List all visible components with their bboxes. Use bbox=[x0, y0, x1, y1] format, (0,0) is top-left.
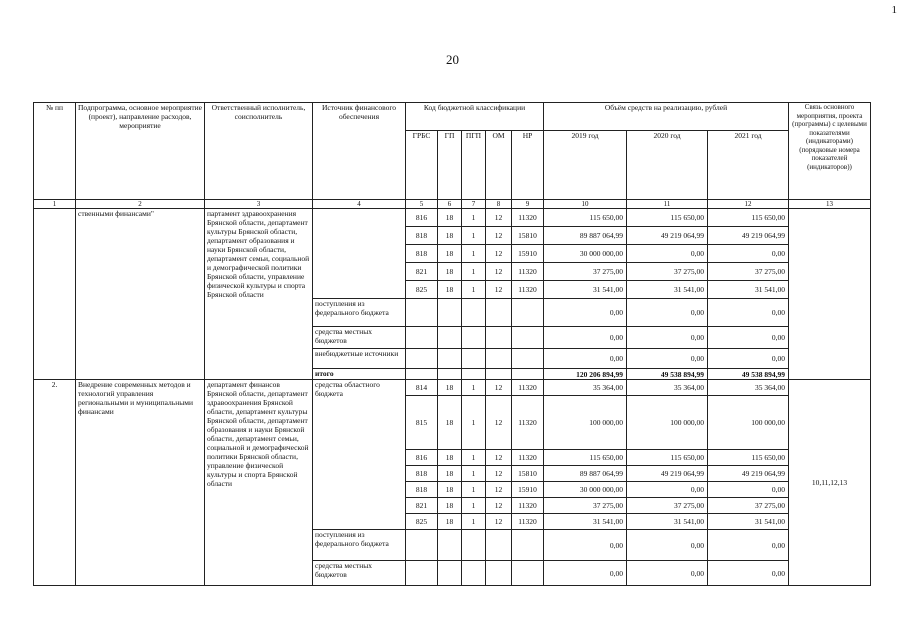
amount-2021: 115 650,00 bbox=[708, 450, 789, 466]
amount-2021: 49 219 064,99 bbox=[708, 227, 789, 245]
source-cell: средства местных бюджетов bbox=[313, 561, 406, 586]
pgp-cell: 1 bbox=[462, 227, 486, 245]
nr-cell: 11320 bbox=[512, 263, 544, 281]
table-row bbox=[34, 380, 871, 396]
col-number: 13 bbox=[789, 200, 871, 209]
header-kbk: Код бюджетной классификации bbox=[406, 103, 544, 131]
total-2019: 120 206 894,99 bbox=[544, 369, 627, 380]
col-number: 9 bbox=[512, 200, 544, 209]
header-2019: 2019 год bbox=[544, 131, 627, 200]
executor-cell: департамент финансов Брянской области, департамент здравоохранения Брянской области, департамент культуры Брянской области, департамент образования и науки Брянской области, департамент семьи, социальной и демографической политики Брянской области, управление физической культуры и спорта Брянской области bbox=[205, 380, 313, 586]
amount-2019: 0,00 bbox=[544, 530, 627, 561]
header-nr: НР bbox=[512, 131, 544, 200]
pgp-cell: 1 bbox=[462, 466, 486, 482]
om-cell: 12 bbox=[486, 245, 512, 263]
header-executor: Ответственный исполнитель, соисполнитель bbox=[205, 103, 313, 200]
amount-2020: 0,00 bbox=[627, 561, 708, 586]
col-number: 8 bbox=[486, 200, 512, 209]
grbs-cell: 818 bbox=[406, 466, 438, 482]
total-2020: 49 538 894,99 bbox=[627, 369, 708, 380]
pgp-cell: 1 bbox=[462, 450, 486, 466]
amount-2019: 0,00 bbox=[544, 349, 627, 369]
om-cell: 12 bbox=[486, 450, 512, 466]
gp-cell: 18 bbox=[438, 209, 462, 227]
nr-cell: 11320 bbox=[512, 380, 544, 396]
amount-2021: 115 650,00 bbox=[708, 209, 789, 227]
amount-2021: 0,00 bbox=[708, 245, 789, 263]
amount-2021: 0,00 bbox=[708, 327, 789, 349]
amount-2019: 115 650,00 bbox=[544, 450, 627, 466]
amount-2020: 49 219 064,99 bbox=[627, 227, 708, 245]
pgp-cell: 1 bbox=[462, 498, 486, 514]
nr-cell: 11320 bbox=[512, 450, 544, 466]
amount-2020: 115 650,00 bbox=[627, 209, 708, 227]
nr-cell: 11320 bbox=[512, 498, 544, 514]
grbs-cell: 821 bbox=[406, 498, 438, 514]
header-link: Связь основного мероприятия, проекта (программы) с целевыми показателями (индикаторами) (порядковые номера показателей (индикаторов)) bbox=[789, 103, 871, 200]
gp-cell: 18 bbox=[438, 227, 462, 245]
nr-cell: 15910 bbox=[512, 482, 544, 498]
nr-cell: 11320 bbox=[512, 396, 544, 450]
gp-cell: 18 bbox=[438, 380, 462, 396]
header-2021: 2021 год bbox=[708, 131, 789, 200]
col-number: 7 bbox=[462, 200, 486, 209]
amount-2021: 0,00 bbox=[708, 482, 789, 498]
source-cell: средства областного бюджета bbox=[313, 380, 406, 530]
amount-2021: 0,00 bbox=[708, 561, 789, 586]
grbs-cell: 818 bbox=[406, 227, 438, 245]
indicator-link: 10,11,12,13 bbox=[789, 380, 871, 586]
source-cell: поступления из федерального бюджета bbox=[313, 530, 406, 561]
source-cell: внебюджетные источники bbox=[313, 349, 406, 369]
col-number: 5 bbox=[406, 200, 438, 209]
amount-2019: 35 364,00 bbox=[544, 380, 627, 396]
om-cell: 12 bbox=[486, 209, 512, 227]
grbs-cell: 816 bbox=[406, 209, 438, 227]
executor-cell: партамент здравоохранения Брянской области, департамент культуры Брянской области, департамент образования и науки Брянской области, департамент семьи, социальной и демографической политики Брянской области, управление физической культуры и спорта Брянской области bbox=[205, 209, 313, 380]
header-2020: 2020 год bbox=[627, 131, 708, 200]
amount-2019: 0,00 bbox=[544, 561, 627, 586]
nr-cell: 15910 bbox=[512, 245, 544, 263]
amount-2021: 100 000,00 bbox=[708, 396, 789, 450]
program-cell: Внедрение современных методов и технологий управления региональными и муниципальными финансами bbox=[76, 380, 205, 586]
nr-cell: 11320 bbox=[512, 281, 544, 299]
amount-2021: 37 275,00 bbox=[708, 263, 789, 281]
om-cell: 12 bbox=[486, 482, 512, 498]
amount-2021: 31 541,00 bbox=[708, 281, 789, 299]
grbs-cell: 825 bbox=[406, 514, 438, 530]
gp-cell: 18 bbox=[438, 450, 462, 466]
row-number: 2. bbox=[34, 380, 76, 586]
amount-2019: 37 275,00 bbox=[544, 498, 627, 514]
grbs-cell: 816 bbox=[406, 450, 438, 466]
header-om: ОМ bbox=[486, 131, 512, 200]
om-cell: 12 bbox=[486, 498, 512, 514]
om-cell: 12 bbox=[486, 227, 512, 245]
header-volume: Объём средств на реализацию, рублей bbox=[544, 103, 789, 131]
grbs-cell: 821 bbox=[406, 263, 438, 281]
grbs-cell: 815 bbox=[406, 396, 438, 450]
amount-2019: 30 000 000,00 bbox=[544, 482, 627, 498]
header-pgp: ПГП bbox=[462, 131, 486, 200]
om-cell: 12 bbox=[486, 380, 512, 396]
page-number: 20 bbox=[446, 52, 459, 67]
amount-2021: 35 364,00 bbox=[708, 380, 789, 396]
pgp-cell: 1 bbox=[462, 245, 486, 263]
program-cell: ственными финансами" bbox=[76, 209, 205, 380]
amount-2021: 0,00 bbox=[708, 299, 789, 327]
pgp-cell: 1 bbox=[462, 263, 486, 281]
om-cell: 12 bbox=[486, 263, 512, 281]
pgp-cell: 1 bbox=[462, 209, 486, 227]
col-number: 3 bbox=[205, 200, 313, 209]
nr-cell: 11320 bbox=[512, 514, 544, 530]
pgp-cell: 1 bbox=[462, 482, 486, 498]
amount-2019: 0,00 bbox=[544, 299, 627, 327]
gp-cell: 18 bbox=[438, 245, 462, 263]
pgp-cell: 1 bbox=[462, 514, 486, 530]
amount-2020: 0,00 bbox=[627, 530, 708, 561]
gp-cell: 18 bbox=[438, 396, 462, 450]
total-2021: 49 538 894,99 bbox=[708, 369, 789, 380]
gp-cell: 18 bbox=[438, 482, 462, 498]
amount-2021: 31 541,00 bbox=[708, 514, 789, 530]
amount-2019: 30 000 000,00 bbox=[544, 245, 627, 263]
amount-2020: 0,00 bbox=[627, 482, 708, 498]
amount-2021: 37 275,00 bbox=[708, 498, 789, 514]
grbs-cell: 825 bbox=[406, 281, 438, 299]
amount-2021: 0,00 bbox=[708, 349, 789, 369]
nr-cell: 15810 bbox=[512, 466, 544, 482]
amount-2019: 37 275,00 bbox=[544, 263, 627, 281]
col-number: 1 bbox=[34, 200, 76, 209]
amount-2019: 89 887 064,99 bbox=[544, 466, 627, 482]
om-cell: 12 bbox=[486, 466, 512, 482]
amount-2019: 31 541,00 bbox=[544, 514, 627, 530]
amount-2021: 0,00 bbox=[708, 530, 789, 561]
om-cell: 12 bbox=[486, 396, 512, 450]
amount-2020: 0,00 bbox=[627, 327, 708, 349]
amount-2019: 100 000,00 bbox=[544, 396, 627, 450]
amount-2020: 0,00 bbox=[627, 349, 708, 369]
source-cell: поступления из федерального бюджета bbox=[313, 299, 406, 327]
amount-2020: 37 275,00 bbox=[627, 263, 708, 281]
col-number: 2 bbox=[76, 200, 205, 209]
amount-2020: 37 275,00 bbox=[627, 498, 708, 514]
total-label: итого bbox=[313, 369, 406, 380]
om-cell: 12 bbox=[486, 514, 512, 530]
amount-2020: 115 650,00 bbox=[627, 450, 708, 466]
om-cell: 12 bbox=[486, 281, 512, 299]
gp-cell: 18 bbox=[438, 466, 462, 482]
pgp-cell: 1 bbox=[462, 380, 486, 396]
nr-cell: 15810 bbox=[512, 227, 544, 245]
col-number: 11 bbox=[627, 200, 708, 209]
grbs-cell: 814 bbox=[406, 380, 438, 396]
header-no: № пп bbox=[34, 103, 76, 200]
grbs-cell: 818 bbox=[406, 482, 438, 498]
amount-2020: 0,00 bbox=[627, 245, 708, 263]
header-source: Источник финансового обеспечения bbox=[313, 103, 406, 200]
pgp-cell: 1 bbox=[462, 281, 486, 299]
gp-cell: 18 bbox=[438, 263, 462, 281]
col-number: 6 bbox=[438, 200, 462, 209]
gp-cell: 18 bbox=[438, 281, 462, 299]
budget-table bbox=[33, 102, 871, 586]
header-gp: ГП bbox=[438, 131, 462, 200]
amount-2020: 35 364,00 bbox=[627, 380, 708, 396]
amount-2020: 49 219 064,99 bbox=[627, 466, 708, 482]
col-number: 12 bbox=[708, 200, 789, 209]
amount-2020: 100 000,00 bbox=[627, 396, 708, 450]
nr-cell: 11320 bbox=[512, 209, 544, 227]
col-number: 10 bbox=[544, 200, 627, 209]
pgp-cell: 1 bbox=[462, 396, 486, 450]
amount-2019: 31 541,00 bbox=[544, 281, 627, 299]
amount-2020: 31 541,00 bbox=[627, 514, 708, 530]
source-cell: средства местных бюджетов bbox=[313, 327, 406, 349]
col-number: 4 bbox=[313, 200, 406, 209]
header-grbs: ГРБС bbox=[406, 131, 438, 200]
amount-2019: 115 650,00 bbox=[544, 209, 627, 227]
header-program: Подпрограмма, основное мероприятие (проект), направление расходов, мероприятие bbox=[76, 103, 205, 200]
amount-2019: 89 887 064,99 bbox=[544, 227, 627, 245]
amount-2020: 31 541,00 bbox=[627, 281, 708, 299]
amount-2020: 0,00 bbox=[627, 299, 708, 327]
amount-2021: 49 219 064,99 bbox=[708, 466, 789, 482]
corner-mark: 1 bbox=[891, 4, 897, 16]
gp-cell: 18 bbox=[438, 498, 462, 514]
grbs-cell: 818 bbox=[406, 245, 438, 263]
gp-cell: 18 bbox=[438, 514, 462, 530]
amount-2019: 0,00 bbox=[544, 327, 627, 349]
table-row bbox=[34, 209, 871, 227]
